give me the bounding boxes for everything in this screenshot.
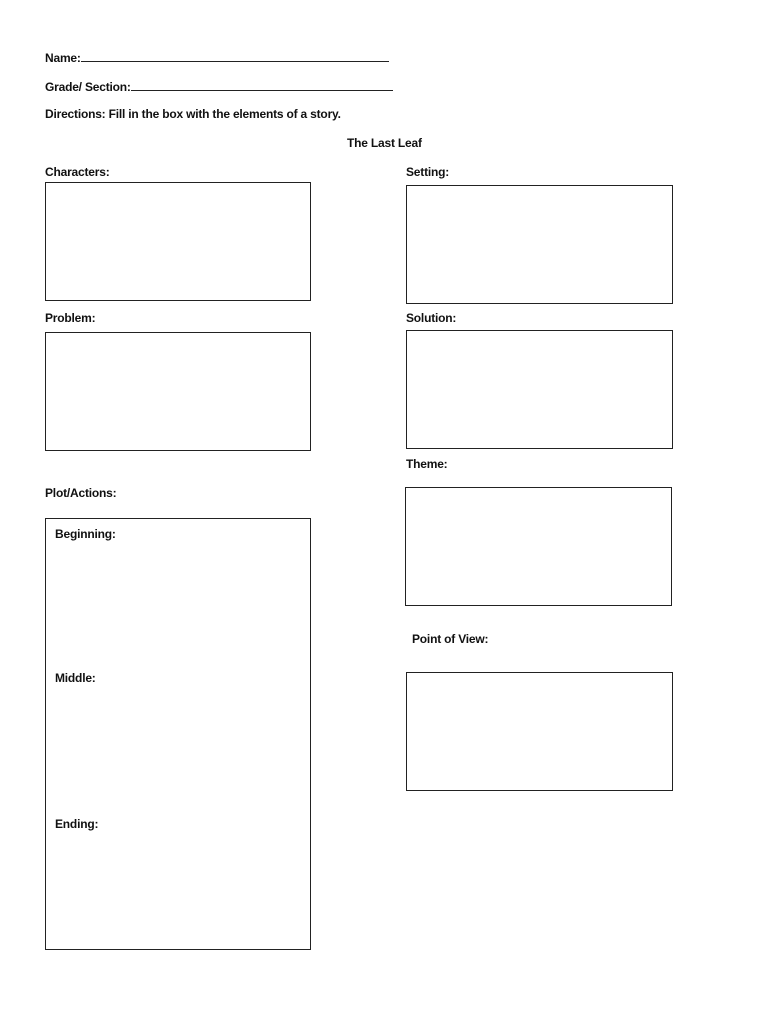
name-blank[interactable]: [81, 49, 389, 62]
name-row: [45, 49, 389, 65]
name-label: Name:: [45, 51, 81, 65]
plot-box[interactable]: [45, 518, 311, 950]
point-of-view-label: Point of View:: [412, 632, 489, 646]
beginning-label: Beginning:: [55, 527, 116, 541]
solution-label: Solution:: [406, 311, 457, 325]
setting-label: Setting:: [406, 165, 450, 179]
ending-label: Ending:: [55, 817, 99, 831]
problem-box[interactable]: [45, 332, 311, 451]
plot-label: Plot/Actions:: [45, 486, 117, 500]
grade-label: Grade/ Section:: [45, 80, 131, 94]
grade-row: [45, 78, 393, 94]
directions-text: Directions: Fill in the box with the elements of a story.: [45, 107, 341, 121]
characters-label: Characters:: [45, 165, 110, 179]
solution-box[interactable]: [406, 330, 673, 449]
worksheet-title: The Last Leaf: [347, 136, 422, 150]
problem-label: Problem:: [45, 311, 96, 325]
middle-label: Middle:: [55, 671, 96, 685]
theme-box[interactable]: [405, 487, 672, 606]
grade-blank[interactable]: [131, 78, 393, 91]
point-of-view-box[interactable]: [406, 672, 673, 791]
setting-box[interactable]: [406, 185, 673, 304]
characters-box[interactable]: [45, 182, 311, 301]
theme-label: Theme:: [406, 457, 448, 471]
